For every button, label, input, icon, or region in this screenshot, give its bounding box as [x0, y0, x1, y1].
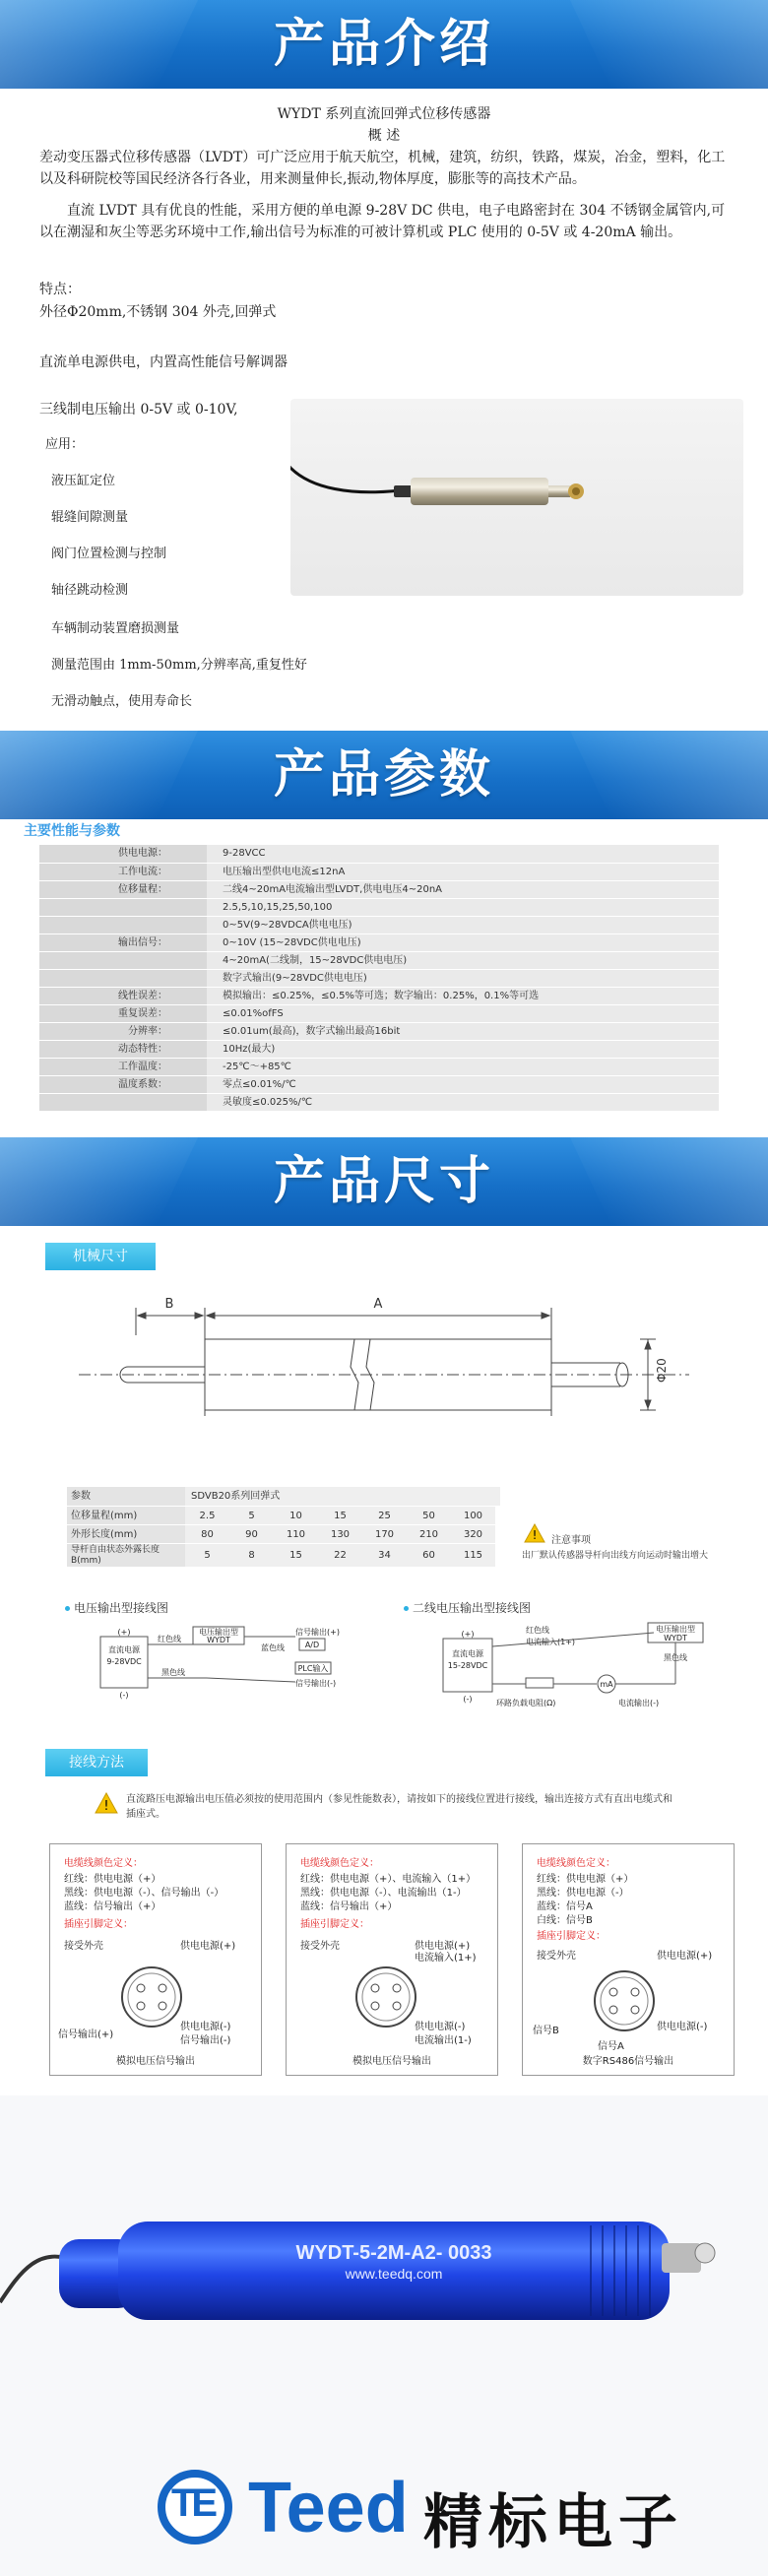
dimensions-banner-title: 产品尺寸	[273, 1152, 494, 1211]
application-item: 阀门位置检测与控制	[51, 547, 167, 561]
product-photo	[0, 2095, 768, 2576]
svg-text:电压输出型: 电压输出型	[199, 1628, 238, 1637]
table-row: 2.5,5,10,15,25,50,100	[39, 898, 719, 916]
svg-text:黑色线: 黑色线	[161, 1668, 185, 1677]
voltage-wiring-diagram	[98, 1625, 384, 1704]
svg-text:电流输入(1+): 电流输入(1+)	[526, 1638, 576, 1646]
table-row: 导杆自由状态外露长度B(mm) 5 8 15 22 34 60 115	[67, 1543, 500, 1567]
svg-text:A/D: A/D	[304, 1641, 320, 1649]
wiring-warning-text: 直流路压电源输出电压值必须按的使用范围内（参见性能数表），请按如下的接线位置进行接线，输出连接方式有直出电缆式和插座式。	[126, 1794, 672, 1820]
table-row: 工作电流： 电压输出型供电电流≤12nA	[39, 863, 719, 880]
mechanical-drawing	[59, 1288, 709, 1446]
engraving-url: www.teedq.com	[345, 2266, 443, 2282]
svg-text:mA: mA	[600, 1680, 613, 1689]
svg-text:直流电源: 直流电源	[108, 1645, 140, 1654]
svg-text:信号输出(-): 信号输出(-)	[295, 1679, 337, 1688]
svg-text:环路负载电阻(Ω): 环路负载电阻(Ω)	[496, 1699, 556, 1707]
table-row: 线性误差： 模拟输出：≤0.25%，≤0.5%等可选；数字输出：0.25%，0.1%等可选	[39, 987, 719, 1004]
table-row: 灵敏度≤0.025%/℃	[39, 1093, 719, 1111]
brand-name-en: Teed	[248, 2469, 409, 2547]
table-row: 重复误差： ≤0.01%ofFS	[39, 1004, 719, 1022]
label-diameter: Φ20	[655, 1358, 669, 1383]
applications-label: 应用：	[45, 437, 85, 452]
svg-text:黑色线: 黑色线	[664, 1653, 687, 1662]
two-wire-wiring-title: 二线电压输出型接线图	[404, 1599, 531, 1616]
table-row: 4~20mA(二线制，15~28VDC供电电压)	[39, 951, 719, 969]
brand-name-cn: 精标电子	[423, 2488, 683, 2557]
svg-text:(-): (-)	[463, 1695, 473, 1704]
wiring-card-analog-voltage: 电缆线颜色定义： 红线：供电电源（+） 黑线：供电电源（-）、信号输出（-） 蓝线：信号输出（+） 插座引脚定义： 接受外壳 供电电源(+) 信号输出(+) 供电电源(-) 信号输出(-) 模拟电压信号输出	[49, 1843, 262, 2076]
intro-paragraph-1: 差动变压器式位移传感器（LVDT）可广泛应用于航天航空，机械，建筑，纺织，铁路，煤炭，冶金，塑料，化工以及科研院校等国民经济各行各业，用来测量伸长,振动,物体厚度，膨胀等的高技术产品。	[39, 150, 726, 187]
voltage-wiring-title: 电压输出型接线图	[65, 1599, 168, 1616]
params-table	[39, 845, 719, 1111]
plug-pin-icon	[352, 1963, 420, 2031]
table-row: 数字式输出(9~28VDC供电电压)	[39, 969, 719, 987]
table-row: 位移量程： 二线4~20mA电流输出型LVDT,供电电压4~20nA	[39, 880, 719, 898]
note-title: 注意事项	[551, 1535, 591, 1546]
svg-text:电压输出型: 电压输出型	[656, 1625, 695, 1634]
note-body: 出厂默认传感器导杆向出线方向运动时输出增大	[522, 1551, 709, 1561]
label-b: B	[164, 1297, 174, 1312]
wiring-method-tag: 接线方法	[45, 1749, 148, 1776]
table-row: 分辨率： ≤0.01um(最高)，数字式输出最高16bit	[39, 1022, 719, 1040]
bullet-icon	[65, 1606, 70, 1611]
wiring-card-digital: 电缆线颜色定义： 红线：供电电源（+） 黑线：供电电源（-） 蓝线：信号A 白线：信号B 插座引脚定义： 接受外壳 供电电源(+) 信号B 供电电源(-) 信号A 数字RS486信号输出	[522, 1843, 735, 2076]
params-banner-title: 产品参数	[273, 745, 494, 805]
svg-text:WYDT: WYDT	[207, 1636, 230, 1644]
svg-text:15-28VDC: 15-28VDC	[447, 1661, 488, 1670]
wiring-card-two-wire: 电缆线颜色定义： 红线：供电电源（+）、电流输入（1+） 黑线：供电电源（-）、电流输出（1-） 蓝线：信号输出（+） 插座引脚定义： 接受外壳 供电电源(+) 电流输入(1+) 供电电源(-) 电流输出(1-) 模拟电压信号输出	[286, 1843, 498, 2076]
svg-text:(+): (+)	[461, 1630, 475, 1639]
svg-text:!: !	[103, 1799, 109, 1814]
application-item: 辊缝间隙测量	[51, 510, 129, 525]
params-section-label: 主要性能与参数	[24, 823, 120, 839]
svg-text:电流输出(-): 电流输出(-)	[618, 1699, 660, 1707]
application-item: 轴径跳动检测	[51, 583, 129, 598]
table-row: 动态特性： 10Hz(最大)	[39, 1040, 719, 1058]
svg-text:!: !	[532, 1528, 538, 1542]
svg-text:(+): (+)	[117, 1628, 131, 1637]
application-item: 车辆制动装置磨损测量	[51, 621, 180, 636]
svg-text:PLC输入: PLC输入	[297, 1664, 329, 1673]
intro-section	[39, 103, 729, 243]
two-wire-wiring-diagram	[441, 1621, 756, 1711]
table-row: 工作温度： -25℃～+85℃	[39, 1058, 719, 1075]
table-row: 输出信号： 0~10V (15~28VDC供电电压)	[39, 934, 719, 951]
intro-paragraph-2: 直流 LVDT 具有优良的性能，采用方便的单电源 9-28V DC 供电，电子电路密封在 304 不锈钢金属管内,可以在潮湿和灰尘等恶劣环境中工作,输出信号为标准的可被计算机或 PLC 使用的 0-5V 或 4-20mA 输出。	[39, 203, 726, 240]
feature-item: 外径Φ20mm,不锈钢 304 外壳,回弹式	[39, 304, 277, 320]
feature-item: 直流单电源供电，内置高性能信号解调器	[39, 354, 288, 370]
svg-text:WYDT: WYDT	[664, 1634, 687, 1642]
dimensions-banner	[0, 1137, 768, 1226]
application-item: 测量范围由 1mm-50mm,分辨率高,重复性好	[51, 658, 307, 673]
intro-banner	[0, 0, 768, 89]
table-row: 位移量程(mm) 2.5 5 10 15 25 50 100	[67, 1506, 500, 1524]
table-row: 参数 SDVB20系列回弹式	[67, 1487, 500, 1506]
params-banner	[0, 731, 768, 819]
svg-text:信号输出(+): 信号输出(+)	[295, 1628, 340, 1637]
engraving-model: WYDT-5-2M-A2- 0033	[295, 2242, 492, 2264]
label-a: A	[373, 1297, 383, 1312]
application-item: 液压缸定位	[51, 474, 116, 488]
table-row: 温度系数： 零点≤0.01%/℃	[39, 1075, 719, 1093]
table-row: 外形长度(mm) 80 90 110 130 170 210 320	[67, 1524, 500, 1543]
intro-banner-title: 产品介绍	[273, 15, 494, 74]
feature-item: 三线制电压输出 0-5V 或 0-10V,	[39, 402, 238, 418]
brand-logo-icon: TE	[158, 2470, 232, 2544]
plug-pin-icon	[117, 1963, 186, 2031]
svg-text:直流电源: 直流电源	[452, 1649, 483, 1658]
plug-pin-icon	[590, 1966, 659, 2035]
sensor-photo	[290, 399, 743, 596]
mechanical-size-tag: 机械尺寸	[45, 1243, 156, 1270]
svg-text:红色线: 红色线	[158, 1635, 181, 1643]
warning-icon	[524, 1523, 545, 1547]
table-row: 供电电源： 9-28VCC	[39, 845, 719, 863]
warning-icon	[95, 1792, 118, 1818]
application-item: 无滑动触点，使用寿命长	[51, 694, 193, 709]
features-label: 特点：	[39, 282, 81, 297]
intro-title: WYDT 系列直流回弹式位移传感器	[277, 106, 491, 122]
svg-text:红色线: 红色线	[526, 1626, 549, 1635]
dimension-table	[67, 1487, 500, 1567]
table-row: 0~5V(9~28VDCA供电电压)	[39, 916, 719, 934]
svg-text:(-): (-)	[119, 1691, 129, 1700]
svg-text:9-28VDC: 9-28VDC	[106, 1657, 142, 1666]
intro-subtitle: 概 述	[367, 128, 401, 144]
svg-text:蓝色线: 蓝色线	[261, 1643, 285, 1652]
bullet-icon	[404, 1606, 409, 1611]
